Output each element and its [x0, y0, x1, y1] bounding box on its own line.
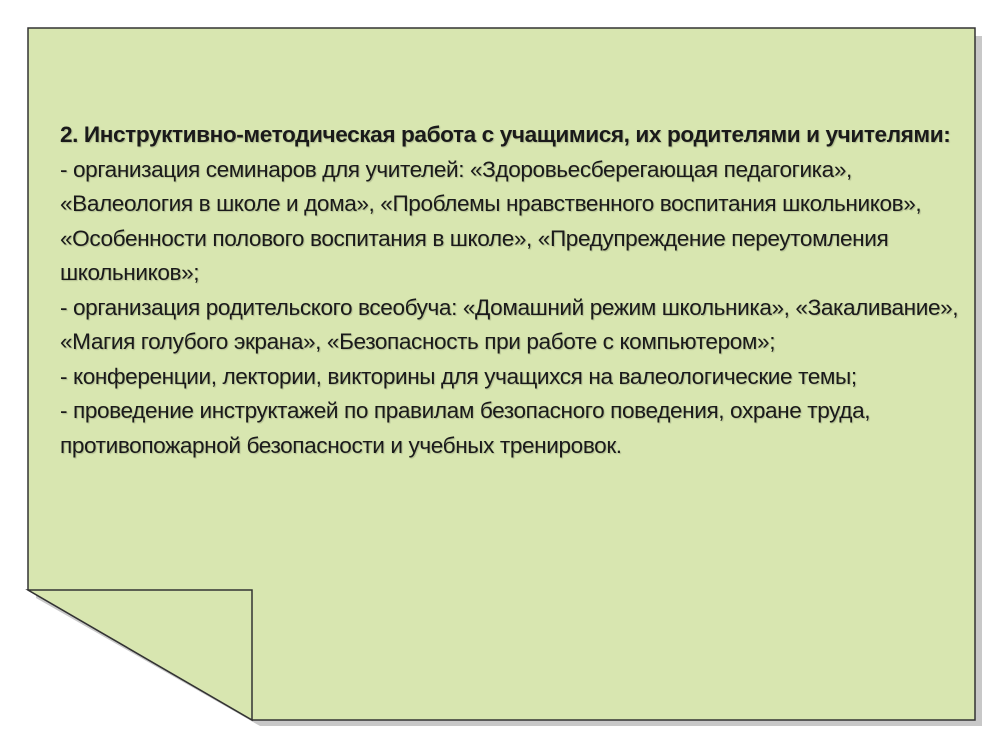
- folded-corner: [28, 590, 252, 720]
- list-item-teachers-seminars: - организация семинаров для учителей: «Здоровьесберегающая педагогика», «Валеология в школе и дома», «Проблемы нравственного воспитания школьников», «Особенности полового воспитания в школе», «Предупреждение переутомления школьников»;: [60, 156, 922, 285]
- note-content: [60, 118, 960, 463]
- list-item-safety-briefings: - проведение инструктажей по правилам безопасного поведения, охране труда, противопожарной безопасности и учебных тренировок.: [60, 398, 871, 458]
- list-item-student-events: - конференции, лектории, викторины для учащихся на валеологические темы;: [60, 363, 857, 389]
- section-heading: 2. Инструктивно-методическая работа с учащимися, их родителями и учителями:: [60, 122, 951, 147]
- list-item-parents-education: - организация родительского всеобуча: «Домашний режим школьника», «Закаливание», «Магия голубого экрана», «Безопасность при работе с компьютером»;: [60, 294, 959, 354]
